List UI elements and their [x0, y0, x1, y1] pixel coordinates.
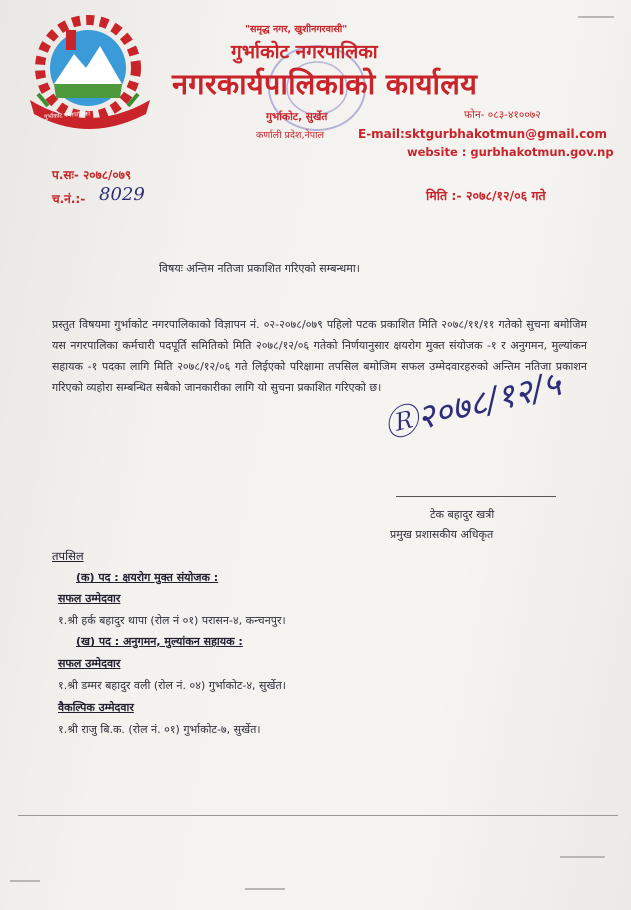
post-2-successful-heading: सफल उम्मेदवार	[58, 657, 121, 670]
municipality-name: गुर्भाकोट नगरपालिका	[231, 41, 378, 63]
signatory-title: प्रमुख प्रशासकीय अधिकृत	[390, 528, 494, 541]
signatory-name: टेक बहादुर खत्री	[430, 508, 495, 521]
motto: "समृद्ध नगर, खुशीनगरवासी"	[245, 24, 348, 35]
dispatch-number-handwritten: 8029	[99, 184, 145, 205]
emblem-ribbon-text: गुर्भाकोट नगरपालिका	[43, 110, 91, 121]
office-name: नगरकार्यपालिकाको कार्यालय	[172, 67, 478, 101]
phone-number: फोन- ०८३-४१००७२	[464, 109, 541, 121]
dispatch-number-label: च.नं.:-	[52, 192, 86, 206]
website: website : gurbhakotmun.gov.np	[407, 145, 614, 159]
signature-line	[396, 496, 556, 497]
letter-date: मिति :- २०७८/१२/०६ गते	[426, 188, 546, 203]
post-1-title: (क) पद : क्षयरोग मुक्त संयोजक :	[76, 571, 219, 584]
province-line: कर्णाली प्रदेश,नेपाल	[256, 130, 325, 141]
page-edge-mark	[245, 888, 285, 890]
footer-rule	[18, 815, 618, 816]
address-line: गुर्भाकोट, सुर्खेत	[266, 111, 328, 123]
page-edge-mark	[10, 880, 40, 882]
details-heading: तपसिल	[52, 549, 84, 563]
alternate-heading: वैकल्पिक उम्मेदवार	[58, 701, 134, 714]
letter-subject: विषयः अन्तिम नतिजा प्रकाशित गरिएको सम्बन्धमा।	[159, 262, 360, 275]
post-2-candidate: १.श्री डम्मर बहादुर वली (रोल नं. ०४) गुर्भाकोट-४, सुर्खेत।	[58, 679, 286, 692]
post-1-candidate: १.श्री हर्क बहादुर थापा (रोल नं ०१) परासन-४, कन्चनपुर।	[58, 614, 286, 627]
alternate-candidate: १.श्री राजु बि.क. (रोल नं. ०१) गुर्भाकोट-७, सुर्खेत।	[58, 723, 261, 736]
page-edge-mark	[578, 16, 614, 18]
letter-body: प्रस्तुत विषयमा गुर्भाकोट नगरपालिकाको विज्ञापन नं. ०२-२०७८/०७९ पहिलो पटक प्रकाशित मिति २०७८/११/११ गतेको सुचना बमोजिम यस नगरपालिका कर्मचारी पदपूर्ति समितिको मिति २०७८/१२/०६ गतेको निर्णयानुसार क्षयरोग मुक्त संयोजक -१ र अनुगमन, मुल्यांकन सहायक -१ पदका लागि मिति २०७८/१२/०६ गते लिईएको परिक्षामा तपसिल बमोजिम सफल उम्मेदवारहरुको अन्तिम नतिजा प्रकाशन गरिएको व्यहोरा सम्बन्धित सबैको जानकारीका लागि यो सुचना प्रकाशित गरिएको छ।	[52, 318, 587, 394]
handwritten-signature: Ⓡ२०७८/१२/५	[379, 364, 565, 447]
email-address: E-mail:sktgurbhakotmun@gmail.com	[358, 127, 608, 141]
letter-reference: प.सः- २०७८/०७९	[52, 168, 132, 182]
page-edge-mark	[560, 856, 605, 858]
post-1-successful-heading: सफल उम्मेदवार	[58, 592, 121, 605]
post-2-title: (ख) पद : अनुगमन, मुल्यांकन सहायक :	[76, 635, 243, 648]
